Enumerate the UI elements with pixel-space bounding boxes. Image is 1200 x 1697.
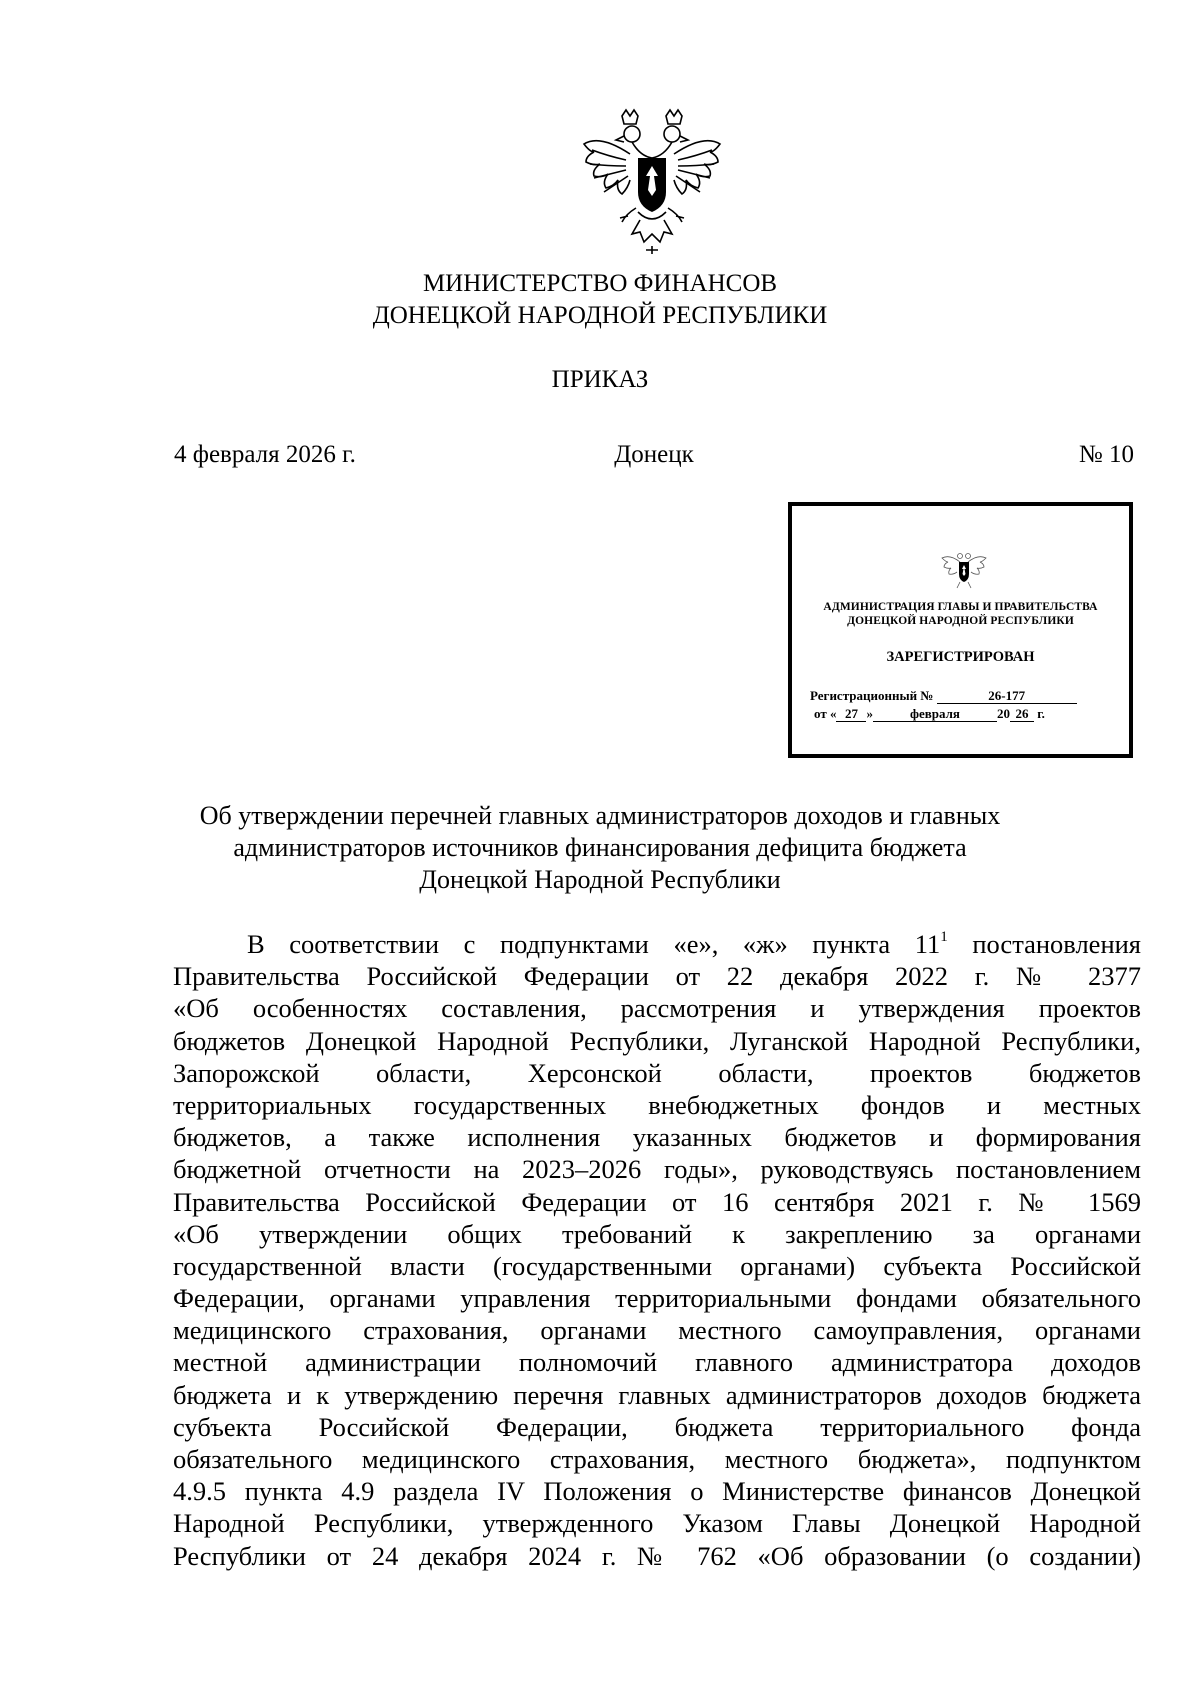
- body-line: Федерации, органами управления территориальными фондами обязательного: [173, 1283, 1141, 1314]
- stamp-registration-number: 26-177: [937, 689, 1077, 704]
- ministry-name-line1: МИНИСТЕРСТВО ФИНАНСОВ: [422, 270, 778, 297]
- body-line: субъекта Российской Федерации, бюджета территориального фонда: [173, 1411, 1141, 1442]
- body-line: Правительства Российской Федерации от 16 сентября 2021 г. № 1569: [173, 1186, 1141, 1217]
- body-line: государственной власти (государственными органами) субъекта Российской: [173, 1250, 1141, 1281]
- stamp-registration-number-line: [810, 688, 1077, 704]
- stamp-year-prefix: 20: [996, 706, 1010, 721]
- body-line: медицинского страхования, органами местного самоуправления, органами: [173, 1315, 1141, 1346]
- stamp-month: февраля: [873, 707, 997, 722]
- stamp-date-line: [814, 706, 1045, 722]
- document-subject: [150, 800, 1050, 896]
- body-line: Народной Республики, утвержденного Указом Главы Донецкой Народной: [173, 1508, 1141, 1539]
- ministry-name-line2: ДОНЕЦКОЙ НАРОДНОЙ РЕСПУБЛИКИ: [372, 302, 828, 329]
- body-line: 4.9.5 пункта 4.9 раздела IV Положения о Министерстве финансов Донецкой: [173, 1476, 1141, 1507]
- stamp-day-close: »: [866, 706, 873, 721]
- stamp-from-label: от «: [814, 706, 837, 721]
- body-line: местной администрации полномочий главного администратора доходов: [173, 1347, 1141, 1378]
- body-line: территориальных государственных внебюджетных фондов и местных: [173, 1089, 1141, 1120]
- stamp-year-unit: г.: [1037, 706, 1045, 721]
- document-number: № 10: [1078, 441, 1134, 468]
- document-subject-line2: администраторов источников финансирования дефицита бюджета: [233, 833, 967, 862]
- body-line: «Об утверждении общих требований к закреплению за органами: [173, 1218, 1141, 1249]
- stamp-organization: [792, 600, 1129, 628]
- body-line-text: постановления: [947, 929, 1141, 959]
- body-line: бюджета и к утверждению перечня главных администраторов доходов бюджета: [173, 1379, 1141, 1410]
- body-line: обязательного медицинского страхования, местного бюджета», подпунктом: [173, 1444, 1141, 1474]
- body-superscript: 1: [940, 929, 948, 945]
- body-line: бюджетной отчетности на 2023–2026 годы», руководствуясь постановлением: [173, 1154, 1141, 1185]
- stamp-day: 27: [836, 707, 866, 722]
- stamp-registration-label: Регистрационный №: [810, 688, 934, 703]
- body-line: [173, 928, 1141, 960]
- document-date: 4 февраля 2026 г.: [174, 441, 356, 468]
- stamp-year-suffix: 26: [1010, 707, 1034, 722]
- body-line: Запорожской области, Херсонской области, проектов бюджетов: [173, 1057, 1141, 1088]
- registration-stamp: [788, 502, 1133, 758]
- body-line: «Об особенностях составления, рассмотрения и утверждения проектов: [173, 993, 1141, 1024]
- document-type-title: ПРИКАЗ: [551, 366, 649, 393]
- stamp-status: ЗАРЕГИСТРИРОВАН: [886, 649, 1035, 665]
- body-line: Правительства Российской Федерации от 22 декабря 2022 г. № 2377: [173, 961, 1141, 992]
- ministry-name: [0, 268, 1200, 332]
- body-line: бюджетов Донецкой Народной Республики, Луганской Народной Республики,: [173, 1025, 1141, 1056]
- stamp-coat-of-arms-emblem: [940, 550, 988, 590]
- document-subject-line3: Донецкой Народной Республики: [419, 865, 781, 894]
- coat-of-arms-emblem: [578, 108, 726, 258]
- document-meta-row: [174, 441, 1134, 473]
- document-subject-line1: Об утверждении перечней главных администраторов доходов и главных: [199, 801, 1001, 830]
- body-line: Республики от 24 декабря 2024 г. № 762 «Об образовании (о создании): [173, 1540, 1141, 1571]
- stamp-organization-line2: ДОНЕЦКОЙ НАРОДНОЙ РЕСПУБЛИКИ: [847, 615, 1074, 627]
- document-body: [173, 928, 1141, 1572]
- body-line-text: В соответствии с подпунктами «е», «ж» пункта 11: [247, 929, 941, 959]
- document-city: Донецк: [614, 441, 694, 468]
- body-line: бюджетов, а также исполнения указанных бюджетов и формирования: [173, 1122, 1141, 1153]
- stamp-organization-line1: АДМИНИСТРАЦИЯ ГЛАВЫ И ПРАВИТЕЛЬСТВА: [823, 601, 1098, 613]
